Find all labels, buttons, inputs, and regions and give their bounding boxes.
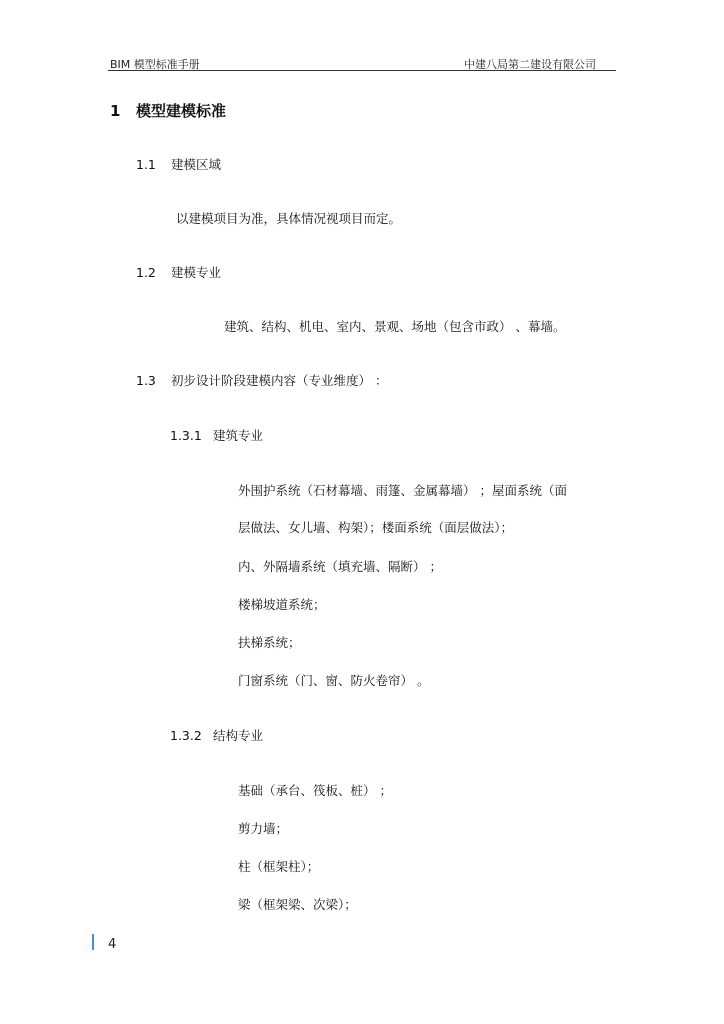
section-number: 1.2 bbox=[136, 265, 156, 280]
subsection-number: 1.3.2 bbox=[170, 728, 202, 743]
body-line: 柱（框架柱）； bbox=[238, 859, 320, 874]
body-line: 外围护系统（石材幕墙、雨篷、金属幕墙） ；屋面系统（面 bbox=[238, 483, 567, 498]
header-manual-title: BIM 模型标准手册 bbox=[110, 58, 200, 71]
body-line: 基础（承台、筏板、桩） ； bbox=[238, 783, 392, 798]
section-title: 建模专业 bbox=[171, 265, 222, 280]
body-line: 门窗系统（门、窗、防火卷帘） 。 bbox=[238, 673, 430, 688]
section-heading-1-3 bbox=[136, 371, 387, 389]
subsection-heading-1-3-1 bbox=[170, 426, 263, 444]
subsection-title: 结构专业 bbox=[213, 728, 264, 743]
body-line: 剪力墙； bbox=[238, 821, 289, 836]
subsection-heading-1-3-2 bbox=[170, 726, 263, 744]
body-line: 梁（框架梁、次梁）； bbox=[238, 897, 357, 912]
subsection-number: 1.3.1 bbox=[170, 428, 202, 443]
section-title: 建模区域 bbox=[171, 157, 222, 172]
section-1-2-body: 建筑、结构、机电、室内、景观、场地（包含市政） 、幕墙。 bbox=[224, 319, 566, 334]
header-divider bbox=[108, 70, 616, 71]
section-number: 1.3 bbox=[136, 373, 156, 388]
footer-accent-bar bbox=[92, 934, 94, 950]
body-line: 内、外隔墙系统（填充墙、隔断） ； bbox=[238, 559, 442, 574]
body-line: 层做法、女儿墙、构架）；楼面系统（面层做法）； bbox=[238, 520, 514, 535]
body-line: 扶梯系统； bbox=[238, 635, 301, 650]
header-company-name: 中建八局第二建设有限公司 bbox=[464, 58, 596, 71]
subsection-title: 建筑专业 bbox=[213, 428, 264, 443]
section-1-1-body: 以建模项目为准，具体情况视项目而定。 bbox=[176, 211, 402, 226]
section-number: 1.1 bbox=[136, 157, 156, 172]
section-heading-1-2 bbox=[136, 263, 221, 281]
chapter-title: 模型建模标准 bbox=[136, 102, 227, 120]
page-number: 4 bbox=[108, 937, 117, 952]
body-line: 楼梯坡道系统； bbox=[238, 597, 326, 612]
section-heading-1-1 bbox=[136, 155, 221, 173]
chapter-number: 1 bbox=[110, 102, 121, 120]
chapter-heading bbox=[110, 100, 226, 121]
section-title: 初步设计阶段建模内容（专业维度） ： bbox=[171, 373, 388, 388]
